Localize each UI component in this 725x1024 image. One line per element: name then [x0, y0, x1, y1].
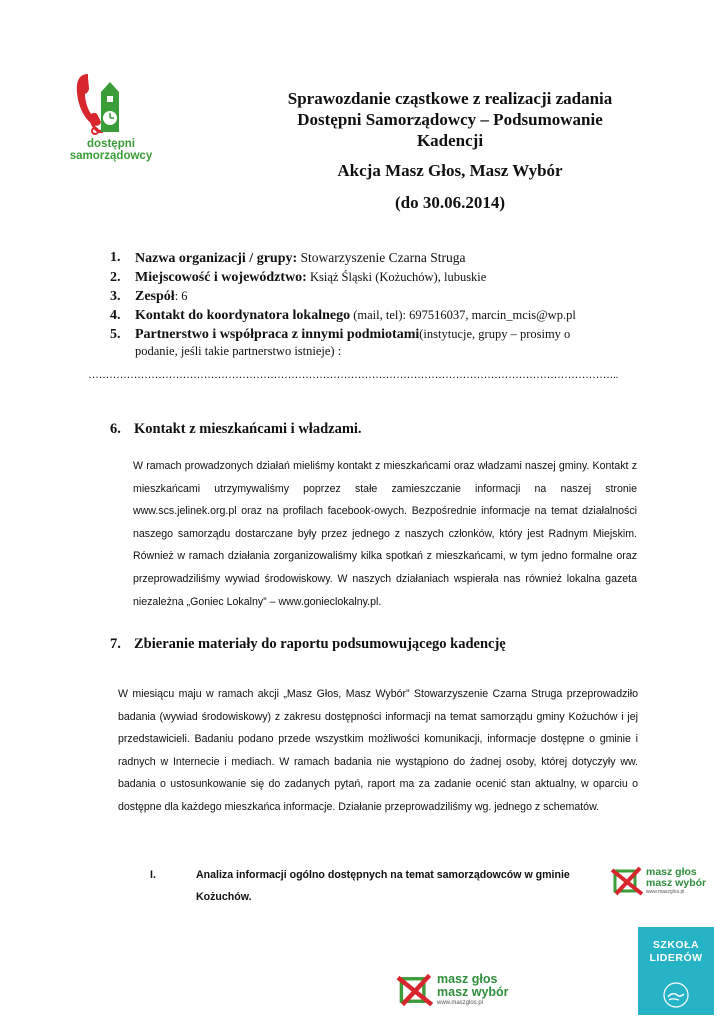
szkola-line-2: LIDERÓW	[649, 952, 703, 964]
section-7-heading	[110, 636, 506, 653]
checkbox-x-icon	[398, 973, 434, 1007]
mgmw-line-2: masz wybór	[646, 876, 707, 889]
info-label: Kontakt do koordynatora lokalnego	[135, 308, 351, 323]
action-title: Akcja Masz Głos, Masz Wybór	[337, 161, 563, 180]
section-num: 6.	[110, 421, 121, 437]
hands-icon	[661, 981, 691, 1009]
info-label: Miejscowość i województwo:	[135, 270, 307, 285]
info-item	[110, 325, 630, 344]
subsection-heading	[150, 864, 570, 903]
logo-line-1: dostępni	[87, 138, 135, 150]
mgmw-line-1: masz głos	[437, 972, 498, 986]
section-title: Zbieranie materiały do raportu podsumowującego kadencję	[134, 636, 506, 652]
section-6-body: W ramach prowadzonych działań mieliśmy kontakt z mieszkańcami oraz władzami naszej gminy. Kontakt z mieszkańcami utrzymywaliśmy poprzez stałe zamieszczanie informacji na naszej stronie www.scs.jelinek.org.pl oraz na profilach facebook-owych. Bezpośrednie informacje na temat działalności naszego samorządu dostarczane były przez jednego z naszych członków, który jest Radnym Miejskim. Również w ramach działania zorganizowaliśmy kilka spotkań z mieszkańcami, w tym jedno formalne oraz przeprowadziliśmy wywiad środowiskowy. W naszych działaniach wspierała nas również lokalna gazeta niezależna „Goniec Lokalny” – www.gonieclokalny.pl.	[133, 460, 637, 608]
logo-line-2: samorządowcy	[69, 150, 153, 162]
info-item	[110, 268, 630, 287]
dotted-line: ……………………………………………………………………………………………………………………………………..	[88, 369, 619, 381]
szkola-line-1: SZKOŁA	[652, 939, 700, 951]
section-title: Kontakt z mieszkańcami i władzami.	[134, 421, 362, 437]
section-num: 7.	[110, 636, 121, 652]
info-list	[110, 248, 630, 344]
info-item	[110, 306, 630, 325]
info-num: 4.	[110, 308, 121, 323]
info-value: (mail, tel): 697516037, marcin_mcis@wp.pl	[350, 308, 576, 322]
title-line-2: Dostępni Samorządowcy – Podsumowanie	[297, 110, 603, 129]
mgmw-url: www.maszglos.pl	[646, 888, 685, 895]
info-value: Stowarzyszenie Czarna Struga	[297, 250, 466, 265]
info-num: 2.	[110, 270, 121, 285]
info-num: 3.	[110, 289, 121, 304]
phone-tower-icon	[66, 70, 146, 140]
section-7-body: W miesiącu maju w ramach akcji „Masz Głos, Masz Wybór” Stowarzyszenie Czarna Struga przeprowadziło badania (wywiad środowiskowy) z zakresu dostępności informacji na temat samorządu gminy Kożuchów i jej przedstawicieli. Badaniu podano przede wszystkim możliwości komunikacji, informacje dostępne o gminie i radnych w Internecie i mediach. W ramach badania nie wystąpiono do żadnej osoby, której dotyczyły ww. badania o ustosunkowanie się do zadanych pytań, raport ma za zadanie ocenić stan aktualny, w oparciu o dostępne dla każdego mieszkańca informacje. Działanie przeprowadziliśmy wg. jednego z schematów.	[118, 688, 638, 813]
masz-glos-logo	[612, 866, 706, 896]
logo-text	[66, 138, 156, 162]
subsection-num: I.	[150, 869, 156, 881]
info-label: Partnerstwo i współpraca z innymi podmiotami	[135, 327, 420, 342]
info-num: 1.	[110, 250, 121, 265]
masz-glos-logo-footer	[398, 973, 509, 1007]
info-item	[110, 248, 630, 268]
info-value: Książ Śląski (Kożuchów), lubuskie	[306, 270, 487, 284]
info-value: : 6	[174, 289, 188, 303]
title-line-3: Kadencji	[416, 131, 484, 150]
info-label: Nazwa organizacji / grupy:	[135, 251, 298, 266]
title-line-1: Sprawozdanie cząstkowe z realizacji zadania	[287, 89, 613, 108]
mgmw-line-2: masz wybór	[437, 985, 509, 999]
mgmw-line-1: masz głos	[646, 865, 697, 878]
subsection-title: Analiza informacji ogólno dostępnych na temat samorządowców w gminie Kożuchów.	[196, 869, 570, 903]
checkbox-x-icon	[612, 866, 644, 896]
szkola-liderow-badge	[638, 927, 714, 1015]
info-value: (instytucje, grupy – prosimy o	[419, 327, 571, 341]
info-label: Zespół	[135, 289, 175, 304]
report-date: (do 30.06.2014)	[394, 193, 506, 212]
report-title	[230, 88, 670, 151]
info-item	[110, 287, 630, 306]
section-6-heading	[110, 421, 362, 438]
info-5-continuation: podanie, jeśli takie partnerstwo istnieje) :	[135, 344, 342, 358]
mgmw-url: www.maszglos.pl	[437, 1000, 484, 1006]
info-num: 5.	[110, 327, 121, 342]
